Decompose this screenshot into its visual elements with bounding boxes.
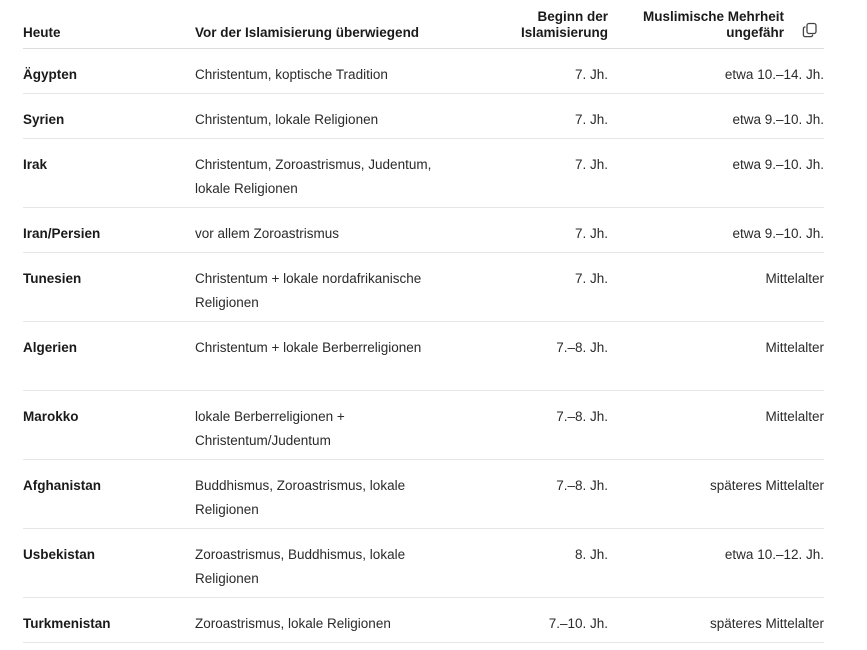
cell-before: lokale Berberreligionen + Christentum/Judentum — [195, 409, 345, 448]
cell-begin: 7. Jh. — [574, 112, 608, 127]
cell-before: Zoroastrismus, lokale Religionen — [195, 616, 391, 631]
cell-begin: 7. Jh. — [574, 226, 608, 241]
table-row — [23, 94, 824, 139]
cell-before: Christentum, lokale Religionen — [195, 112, 379, 127]
cell-before: Christentum + lokale Berberreligionen — [195, 340, 422, 355]
cell-country: Algerien — [23, 340, 78, 355]
cell-begin: 8. Jh. — [574, 547, 608, 562]
header-mehrheit-line1: Muslimische Mehrheit — [642, 9, 784, 24]
cell-majority: Mittelalter — [765, 409, 824, 424]
cell-begin: 7.–10. Jh. — [548, 616, 608, 631]
cell-country: Usbekistan — [23, 547, 96, 562]
header-heute: Heute — [23, 25, 61, 40]
cell-country: Irak — [23, 157, 48, 172]
cell-country: Tunesien — [23, 271, 82, 286]
cell-majority: etwa 9.–10. Jh. — [732, 112, 824, 127]
cell-country: Ägypten — [23, 67, 77, 82]
cell-majority: Mittelalter — [765, 271, 824, 286]
cell-begin: 7. Jh. — [574, 67, 608, 82]
table-row — [23, 253, 824, 322]
table-header-row — [23, 0, 824, 49]
cell-country: Afghanistan — [23, 478, 102, 493]
cell-before: Buddhismus, Zoroastrismus, lokale Religionen — [195, 478, 406, 517]
cell-begin: 7.–8. Jh. — [556, 478, 608, 493]
cell-country: Marokko — [23, 409, 79, 424]
table-row — [23, 529, 824, 598]
copy-icon[interactable] — [801, 21, 819, 39]
table-row — [23, 139, 824, 208]
religion-table — [23, 0, 824, 643]
cell-majority: späteres Mittelalter — [709, 478, 824, 493]
cell-begin: 7.–8. Jh. — [556, 409, 608, 424]
cell-country: Iran/Persien — [23, 226, 101, 241]
cell-majority: etwa 10.–14. Jh. — [724, 67, 824, 82]
table-row — [23, 49, 824, 94]
cell-before: Christentum, Zoroastrismus, Judentum, lokale Religionen — [195, 157, 432, 196]
table-row — [23, 460, 824, 529]
cell-country: Turkmenistan — [23, 616, 111, 631]
cell-before: Zoroastrismus, Buddhismus, lokale Religionen — [195, 547, 406, 586]
cell-begin: 7. Jh. — [574, 157, 608, 172]
header-vor-islamisierung: Vor der Islamisierung überwiegend — [195, 25, 420, 40]
cell-before: Christentum, koptische Tradition — [195, 67, 388, 82]
cell-majority: etwa 9.–10. Jh. — [732, 226, 824, 241]
cell-majority: späteres Mittelalter — [709, 616, 824, 631]
header-mehrheit-line2: ungefähr — [726, 25, 784, 40]
header-beginn: Beginn der Islamisierung — [520, 9, 608, 40]
cell-begin: 7.–8. Jh. — [556, 340, 608, 355]
cell-before: Christentum + lokale nordafrikanische Religionen — [195, 271, 422, 310]
table-row — [23, 391, 824, 460]
cell-majority: etwa 10.–12. Jh. — [724, 547, 824, 562]
header-mehrheit — [608, 9, 824, 41]
cell-majority: Mittelalter — [765, 340, 824, 355]
table-row — [23, 598, 824, 643]
cell-begin: 7. Jh. — [574, 271, 608, 286]
cell-country: Syrien — [23, 112, 65, 127]
cell-majority: etwa 9.–10. Jh. — [732, 157, 824, 172]
table-row — [23, 208, 824, 253]
cell-before: vor allem Zoroastrismus — [195, 226, 340, 241]
table-row — [23, 322, 824, 391]
